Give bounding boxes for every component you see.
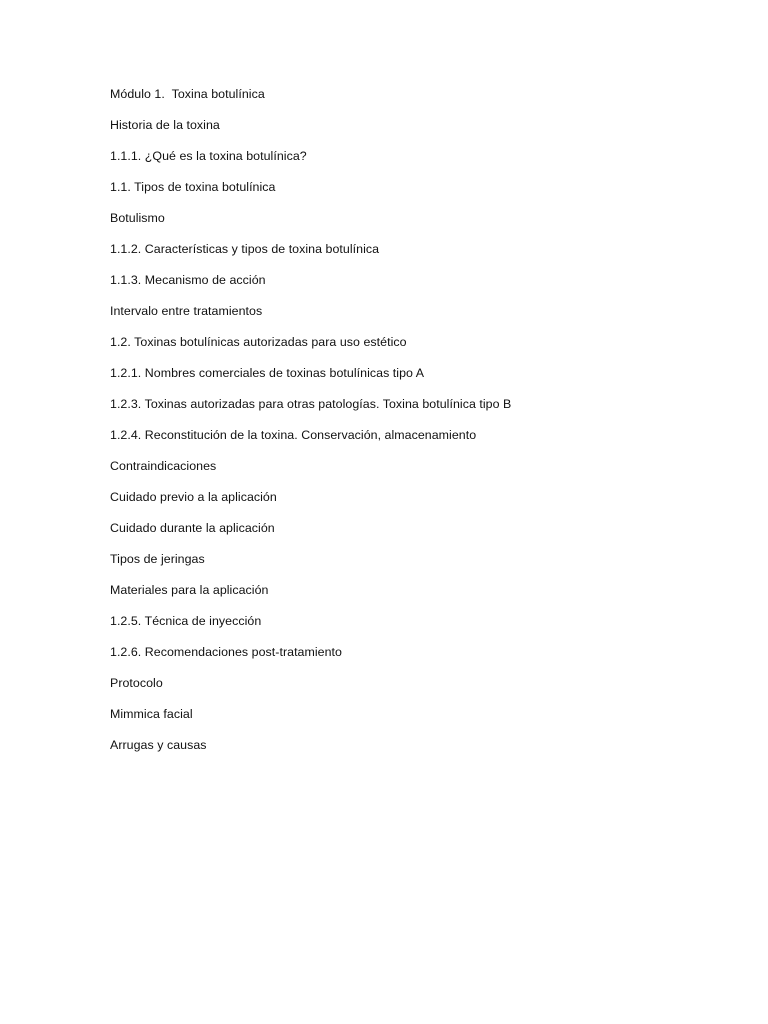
text-line-materiales: Materiales para la aplicación (110, 583, 269, 597)
text-line-protocolo: Protocolo (110, 676, 163, 690)
text-line-jeringas: Tipos de jeringas (110, 552, 205, 566)
text-line-otras-patologias: 1.2.3. Toxinas autorizadas para otras patologías. Toxina botulínica tipo B (110, 397, 512, 411)
text-line-intervalo: Intervalo entre tratamientos (110, 304, 263, 318)
text-line-reconstitucion: 1.2.4. Reconstitución de la toxina. Conservación, almacenamiento (110, 428, 477, 442)
module-title: Módulo 1. Toxina botulínica (110, 87, 265, 101)
text-line-nombres-comerciales: 1.2.1. Nombres comerciales de toxinas botulínicas tipo A (110, 366, 425, 380)
text-line-autorizadas-estetico: 1.2. Toxinas botulínicas autorizadas para uso estético (110, 335, 407, 349)
text-line-historia: Historia de la toxina (110, 118, 220, 132)
text-line-mimica: Mimmica facial (110, 707, 193, 721)
document-body (110, 86, 710, 768)
text-line-botulismo: Botulismo (110, 211, 165, 225)
text-line-recomendaciones: 1.2.6. Recomendaciones post-tratamiento (110, 645, 342, 659)
text-line-cuidado-previo: Cuidado previo a la aplicación (110, 490, 277, 504)
text-line-que-es: 1.1.1. ¿Qué es la toxina botulínica? (110, 149, 307, 163)
text-line-contraindicaciones: Contraindicaciones (110, 459, 217, 473)
text-line-tecnica: 1.2.5. Técnica de inyección (110, 614, 262, 628)
text-line-cuidado-durante: Cuidado durante la aplicación (110, 521, 275, 535)
text-line-caracteristicas: 1.1.2. Características y tipos de toxina botulínica (110, 242, 380, 256)
text-line-mecanismo: 1.1.3. Mecanismo de acción (110, 273, 266, 287)
text-line-arrugas: Arrugas y causas (110, 738, 207, 752)
text-line-tipos: 1.1. Tipos de toxina botulínica (110, 180, 276, 194)
